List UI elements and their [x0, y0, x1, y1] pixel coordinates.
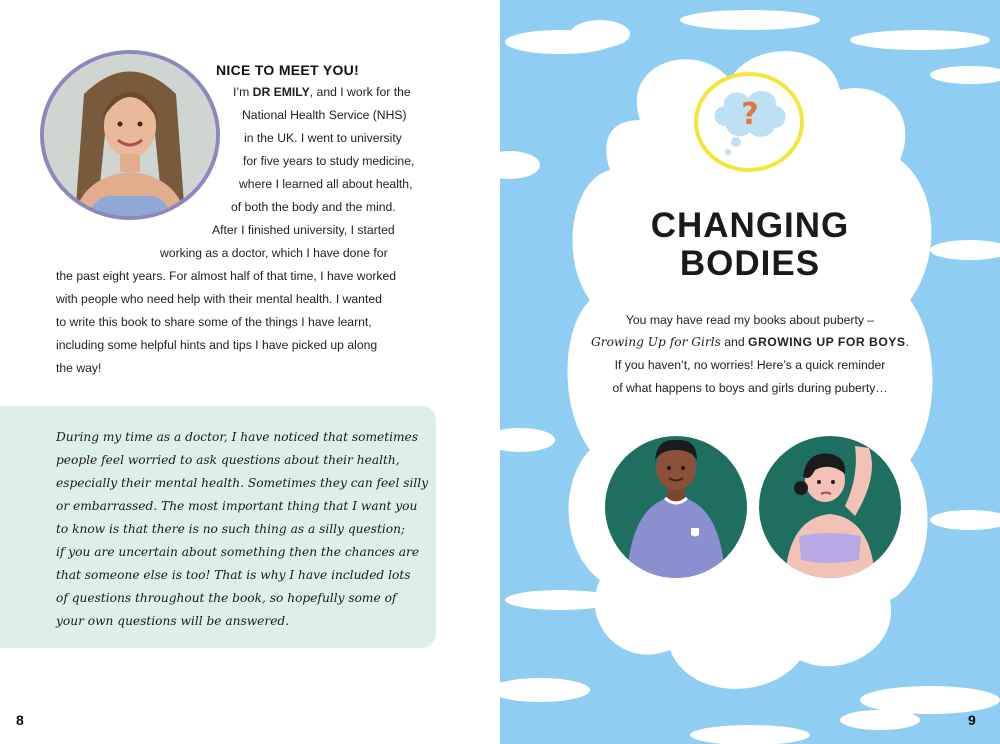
callout-line: your own questions will be answered. [56, 614, 290, 628]
girl-figure [759, 436, 901, 578]
girl-illustration [759, 436, 901, 578]
intro-line: the past eight years. For almost half of that time, I have worked [56, 269, 397, 283]
body-line: of what happens to boys and girls during puberty… [612, 381, 888, 395]
intro-line [233, 84, 411, 100]
intro-line: where I learned all about health, [239, 177, 413, 191]
intro-line: the way! [56, 361, 102, 375]
page-number-right: 9 [968, 712, 976, 728]
intro-line-suffix: , and I work for the [309, 85, 411, 99]
intro-line: in the UK. I went to university [244, 131, 402, 145]
heading-line2: BODIES [679, 244, 821, 283]
body-line: If you haven’t, no worries! Here’s a quick reminder [614, 358, 886, 372]
callout-line: of questions throughout the book, so hopefully some of [56, 591, 397, 605]
intro-line: for five years to study medicine, [243, 154, 415, 168]
question-mark: ? [741, 97, 759, 132]
intro-title: NICE TO MEET YOU! [216, 62, 360, 78]
body-line-books [560, 334, 940, 350]
author-photo-illustration [44, 54, 216, 216]
heading-line1: CHANGING [650, 206, 850, 245]
author-portrait [40, 50, 220, 220]
intro-line: After I finished university, I started [212, 223, 395, 237]
intro-line: including some helpful hints and tips I have picked up along [56, 338, 378, 352]
question-badge [694, 72, 804, 172]
callout-line: During my time as a doctor, I have noticed that sometimes [56, 430, 419, 444]
boy-illustration [605, 436, 747, 578]
book-title-girls: Growing Up for Girls [591, 335, 721, 349]
body-period: . [905, 335, 909, 349]
author-name: DR EMILY [252, 85, 310, 99]
thought-bubble-icon [698, 76, 800, 168]
page-number-left: 8 [16, 712, 24, 728]
intro-line: of both the body and the mind. [231, 200, 396, 214]
body-and: and [720, 335, 748, 349]
callout-line: if you are uncertain about something then the chances are [56, 545, 420, 559]
callout-line: to know is that there is no such thing as a silly question; [56, 522, 406, 536]
body-line: You may have read my books about puberty – [625, 313, 875, 327]
book-title-boys: GROWING UP FOR BOYS [748, 335, 906, 349]
callout-line: that someone else is too! That is why I have included lots [56, 568, 411, 582]
intro-line: National Health Service (NHS) [242, 108, 407, 122]
callout-line: people feel worried to ask questions about their health, [56, 453, 400, 467]
intro-line-prefix: I’m [233, 85, 253, 99]
intro-line: working as a doctor, which I have done for [160, 246, 388, 260]
boy-figure [605, 436, 747, 578]
intro-line: to write this book to share some of the things I have learnt, [56, 315, 372, 329]
callout-line: or embarrassed. The most important thing that I want you [56, 499, 418, 513]
intro-line: with people who need help with their mental health. I wanted [56, 292, 382, 306]
callout-line: especially their mental health. Sometimes they can feel silly [56, 476, 429, 490]
